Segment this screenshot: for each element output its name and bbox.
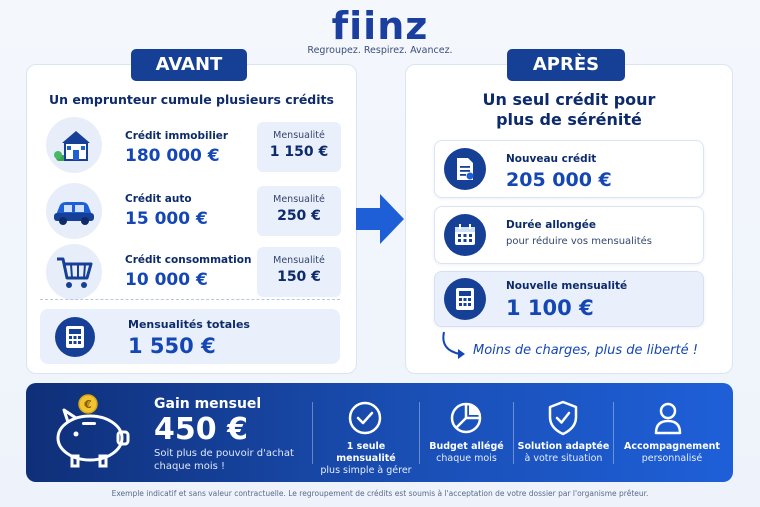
loan-monthly-label: Mensualité [273, 194, 325, 205]
calculator-icon [444, 278, 486, 320]
gain-text-line2: chaque mois ! [154, 461, 226, 472]
total-amount: 1 550 € [128, 334, 216, 358]
check-circle-icon [348, 401, 382, 435]
gain-title: Gain mensuel [154, 396, 262, 412]
feature-item [422, 441, 511, 465]
calendar-icon [444, 214, 486, 256]
loan-amount: 15 000 € [125, 209, 208, 229]
feature-line2: chaque mois [436, 453, 497, 464]
right-arrow-icon [356, 192, 406, 246]
curved-arrow-icon [438, 330, 468, 362]
feature-line2: à votre situation [524, 453, 603, 464]
loan-monthly-value: 250 € [277, 208, 321, 224]
shield-check-icon [547, 400, 579, 436]
pie-chart-icon [449, 401, 483, 435]
loan-label: Crédit auto [125, 193, 192, 205]
feature-line1: Accompagnement [624, 441, 720, 452]
loan-monthly-box [257, 122, 341, 172]
loan-monthly-label: Mensualité [273, 255, 325, 266]
loan-amount: 180 000 € [125, 146, 220, 166]
new-monthly-label: Nouvelle mensualité [506, 280, 628, 292]
brand-logo: fiinz [331, 4, 429, 48]
new-credit-amount: 205 000 € [506, 169, 612, 191]
new-monthly-amount: 1 100 € [506, 296, 594, 320]
loan-monthly-value: 1 150 € [269, 144, 329, 160]
piggy-bank-icon [46, 392, 132, 470]
loan-monthly-label: Mensualité [273, 130, 325, 141]
house-icon [46, 117, 102, 173]
band-divider [312, 402, 313, 464]
divider [40, 299, 340, 300]
user-icon [653, 401, 683, 435]
slogan: Moins de charges, plus de liberté ! [473, 343, 698, 358]
loan-monthly-box [257, 186, 341, 236]
gain-amount: 450 € [154, 412, 248, 447]
apres-badge: APRÈS [507, 49, 625, 81]
loan-label: Crédit consommation [125, 254, 252, 266]
duration-label: Durée allongée [506, 219, 596, 231]
feature-line2: plus simple à gérer [320, 465, 412, 476]
new-credit-label: Nouveau crédit [506, 153, 597, 165]
disclaimer: Exemple indicatif et sans valeur contractuelle. Le regroupement de crédits est soumis à l'acceptation de votre dossier par l'organisme prêteur. [111, 489, 649, 498]
feature-item [516, 441, 611, 465]
duration-sub: pour réduire vos mensualités [506, 236, 652, 247]
band-divider [613, 402, 614, 464]
band-divider [513, 402, 514, 464]
document-icon [444, 148, 486, 190]
brand-tagline: Regroupez. Respirez. Avancez. [307, 45, 453, 56]
feature-item [318, 441, 414, 477]
feature-item [616, 441, 728, 465]
gain-text-line1: Soit plus de pouvoir d'achat [154, 448, 294, 459]
loan-amount: 10 000 € [125, 270, 208, 290]
loan-monthly-value: 150 € [277, 269, 321, 285]
loan-monthly-box [257, 247, 341, 297]
avant-badge: AVANT [131, 49, 247, 81]
feature-line1: Solution adaptée [517, 441, 610, 452]
car-icon [46, 183, 102, 239]
band-divider [419, 402, 420, 464]
feature-line2: personnalisé [641, 453, 703, 464]
loan-label: Crédit immobilier [125, 130, 229, 142]
shopping-cart-icon [46, 244, 102, 300]
feature-line1: 1 seule mensualité [336, 441, 396, 464]
gain-text [154, 447, 304, 473]
calculator-icon [55, 317, 95, 357]
avant-subtitle: Un emprunteur cumule plusieurs crédits [49, 92, 334, 107]
apres-title-line2: plus de sérénité [496, 110, 642, 129]
apres-title [405, 90, 733, 130]
total-label: Mensualités totales [128, 318, 250, 331]
svg-text:€: € [84, 398, 92, 411]
apres-title-line1: Un seul crédit pour [482, 90, 656, 109]
feature-line1: Budget allégé [429, 441, 504, 452]
